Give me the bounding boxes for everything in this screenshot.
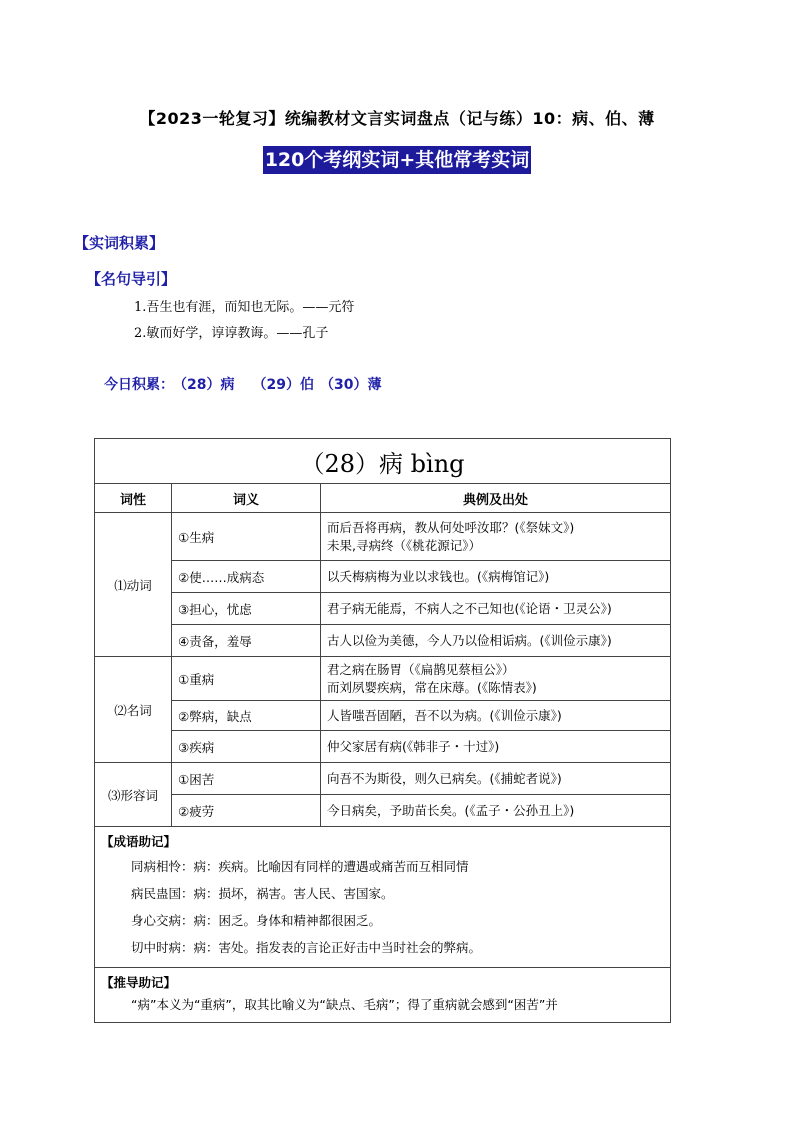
idiom-line: 同病相怜：病：疾病。比喻因有同样的遭遇或痛苦而互相同情 xyxy=(131,859,469,874)
pos-cell: ⑶形容词 xyxy=(95,763,172,827)
meaning-cell: ②疲劳 xyxy=(172,795,321,827)
table-row xyxy=(95,731,671,763)
example-line: 而刘夙婴疾病，常在床蓐。(《陈情表》) xyxy=(327,679,537,695)
idiom-line: 身心交病：病：困乏。身体和精神都很困乏。 xyxy=(131,913,382,928)
example-line: 人皆嗤吾固陋，吾不以为病。(《训俭示康》) xyxy=(327,707,562,723)
meaning-cell: ④责备，羞辱 xyxy=(172,625,321,657)
example-line: 君之病在肠胃（《扁鹊见蔡桓公》） xyxy=(327,661,515,677)
section-heading-quotes: 【名句导引】 xyxy=(86,270,177,288)
example-line: 古人以俭为美德，今人乃以俭相诟病。(《训俭示康》) xyxy=(327,632,612,648)
table-row xyxy=(95,561,671,593)
example-line: 仲父家居有病(《韩非子・十过》) xyxy=(327,738,500,754)
column-header-example: 典例及出处 xyxy=(321,484,671,513)
example-cell xyxy=(321,593,671,625)
idiom-notes xyxy=(95,827,671,968)
example-cell xyxy=(321,657,671,701)
inference-heading: 【推导助记】 xyxy=(101,975,177,990)
idiom-heading: 【成语助记】 xyxy=(101,834,177,849)
inference-text: “病”本义为“重病”，取其比喻义为“缺点、毛病”；得了重病就会感到“困苦”并 xyxy=(131,997,558,1012)
table-row xyxy=(95,513,671,561)
table-row xyxy=(95,795,671,827)
meaning-cell: ①困苦 xyxy=(172,763,321,795)
table-row xyxy=(95,657,671,701)
quote-line: 2.敏而好学，谆谆教诲。——孔子 xyxy=(134,326,329,341)
meaning-cell: ②使……成病态 xyxy=(172,561,321,593)
today-label: 今日积累： xyxy=(104,377,174,393)
subtitle-banner xyxy=(0,146,794,174)
example-line: 以夭梅病梅为业以求钱也。(《病梅馆记》) xyxy=(327,568,550,584)
table-row xyxy=(95,763,671,795)
meaning-cell: ③担心，忧虑 xyxy=(172,593,321,625)
quote-line: 1.吾生也有涯，而知也无际。——元符 xyxy=(134,300,355,315)
today-item: （28）病 xyxy=(180,377,235,393)
meaning-cell: ②弊病，缺点 xyxy=(172,701,321,731)
meaning-cell: ①重病 xyxy=(172,657,321,701)
table-row xyxy=(95,593,671,625)
meaning-cell: ①生病 xyxy=(172,513,321,561)
pos-cell: ⑴动词 xyxy=(95,513,172,657)
example-cell xyxy=(321,731,671,763)
example-cell xyxy=(321,763,671,795)
example-cell xyxy=(321,561,671,593)
character-heading: （28）病 bìng xyxy=(95,439,671,484)
example-cell xyxy=(321,701,671,731)
today-item: （30）薄 xyxy=(319,377,382,393)
meaning-cell: ③疾病 xyxy=(172,731,321,763)
inference-notes xyxy=(95,968,671,1023)
example-cell xyxy=(321,795,671,827)
today-accumulation xyxy=(104,374,387,394)
example-line: 君子病无能焉，不病人之不己知也(《论语・卫灵公》) xyxy=(327,600,612,616)
word-table xyxy=(94,438,671,1023)
section-heading-accumulation: 【实词积累】 xyxy=(74,234,165,252)
table-row xyxy=(95,625,671,657)
column-header-pos: 词性 xyxy=(95,484,172,513)
example-line: 未果,寻病终（《桃花源记》） xyxy=(327,537,481,553)
subtitle-text: 120个考纲实词+其他常考实词 xyxy=(263,146,532,174)
example-cell xyxy=(321,513,671,561)
example-line: 向吾不为斯役，则久已病矣。(《捕蛇者说》) xyxy=(327,770,562,786)
today-item: （29）伯 xyxy=(252,377,314,393)
pos-cell: ⑵名词 xyxy=(95,657,172,763)
example-line: 今日病矣，予助苗长矣。(《孟子・公孙丑上》) xyxy=(327,802,575,818)
example-line: 而后吾将再病，教从何处呼汝耶？(《祭妹文》) xyxy=(327,519,575,535)
table-row xyxy=(95,701,671,731)
column-header-meaning: 词义 xyxy=(172,484,321,513)
idiom-line: 病民蛊国：病：损坏，祸害。害人民、害国家。 xyxy=(131,886,394,901)
idiom-line: 切中时病：病：害处。指发表的言论正好击中当时社会的弊病。 xyxy=(131,940,482,955)
document-title: 【2023一轮复习】统编教材文言实词盘点（记与练）10：病、伯、薄 xyxy=(139,109,655,128)
example-cell xyxy=(321,625,671,657)
